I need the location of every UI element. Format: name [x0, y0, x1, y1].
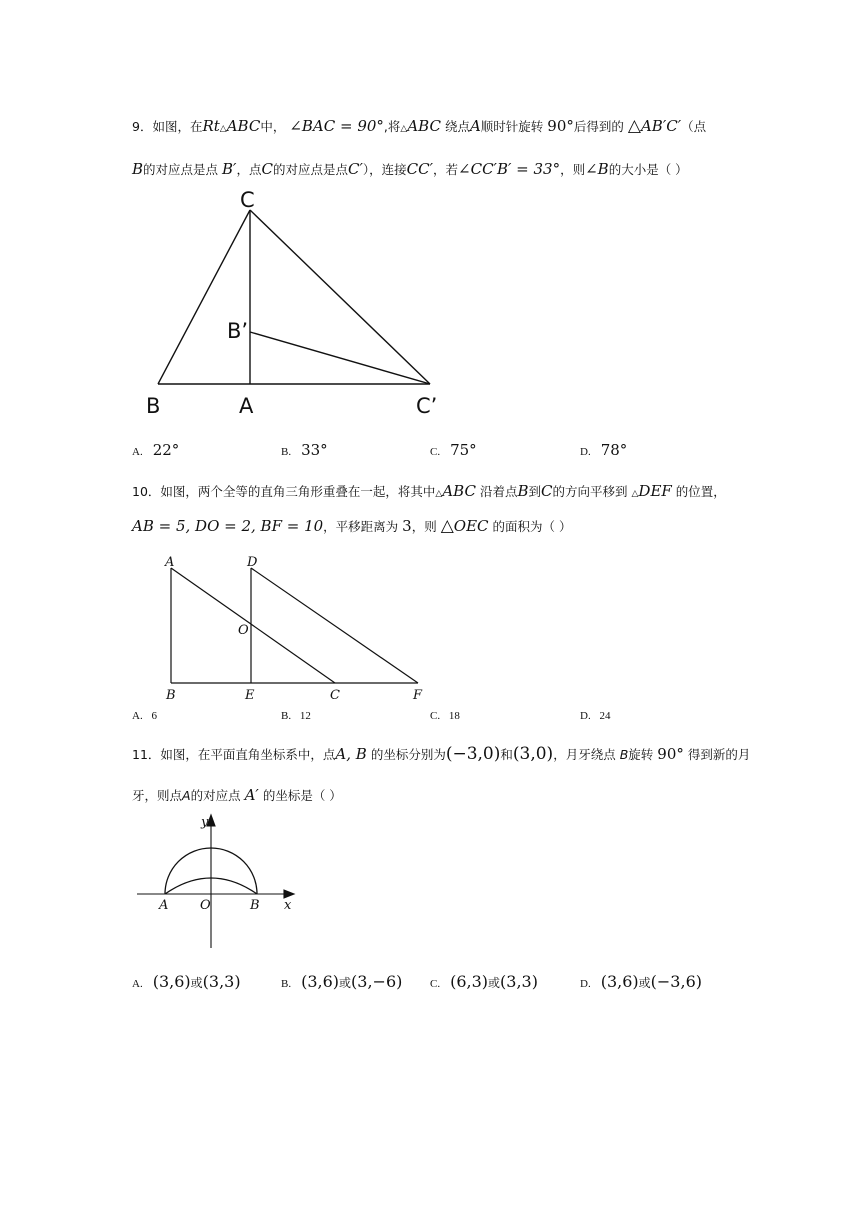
q10-text: 的位置， [675, 484, 726, 499]
q11-text: 得到新的月 [687, 747, 751, 762]
option-value: 12 [299, 710, 311, 722]
q9-math: C [261, 160, 273, 178]
q11-math: B [619, 747, 629, 762]
q10-text: ，则 [411, 519, 437, 534]
q11-option-c[interactable] [430, 972, 538, 991]
q11-option-a[interactable] [132, 972, 241, 991]
q9-text: ，点 [236, 162, 262, 177]
option-value: 33° [301, 441, 328, 459]
q10-math: C [541, 482, 553, 500]
option-key: C. [430, 710, 441, 722]
q9-text: 9．如图，在 [132, 119, 203, 134]
q10-text: 的方向平移到 [552, 484, 628, 499]
q10-text: 10．如图，两个全等的直角三角形重叠在一起，将其中 [132, 484, 436, 499]
q9-math: A [469, 117, 481, 135]
option-key: A. [132, 446, 143, 458]
q11-math: A [182, 788, 191, 803]
q11-math: 90° [657, 745, 684, 763]
q9-label-b: B [146, 394, 161, 418]
option-value: 22° [152, 441, 180, 459]
q10-label-d: D [247, 555, 258, 570]
q11-text: 的坐标是（ ） [262, 788, 342, 803]
option-key: D. [580, 710, 591, 722]
option-or: 或 [190, 976, 203, 990]
q9-text: 的对应点是点 [143, 162, 219, 177]
option-key: B. [281, 710, 292, 722]
q9-text: 顺时针旋转 [480, 119, 544, 134]
q10-label-c: C [330, 688, 340, 703]
option-key: D. [580, 446, 591, 458]
q10-label-e: E [245, 688, 255, 703]
q10-text: 的面积为（ ） [492, 519, 572, 534]
q10-label-b: B [166, 688, 176, 703]
option-value: 24 [599, 710, 611, 722]
triangle-symbol-icon: △ [440, 516, 454, 536]
triangle-symbol-icon: △ [400, 124, 408, 134]
q11-math: A, B [335, 745, 367, 763]
triangle-symbol-icon: △ [627, 116, 641, 136]
option-key: C. [430, 978, 441, 990]
q9-text: ,将 [383, 119, 401, 134]
q10-text: 到 [528, 484, 542, 499]
q9-math: C′ [347, 160, 363, 178]
option-value: 18 [448, 710, 460, 722]
q9-text: 的对应点是点 [272, 162, 348, 177]
q11-label-y: y [201, 815, 209, 830]
q10-math: OEC [453, 517, 489, 535]
q9-math: ∠BAC = 90° [289, 117, 384, 135]
option-key: D. [580, 978, 591, 990]
q10-math: B [517, 482, 529, 500]
q11-option-b[interactable] [281, 972, 402, 991]
option-or: 或 [339, 976, 352, 990]
option-key: A. [132, 978, 143, 990]
q11-label-x: x [284, 898, 292, 913]
q11-x-axis-arrow-icon [284, 890, 294, 898]
option-value: (3,3) [202, 972, 241, 991]
q9-text: 的大小是（ ） [608, 162, 688, 177]
q11-text: 的坐标分别为 [370, 747, 446, 762]
q9-math: 90° [547, 117, 574, 135]
triangle-symbol-icon: △ [435, 489, 443, 499]
q11-text: 牙，则点 [132, 788, 183, 803]
q9-math: CC′ [406, 160, 434, 178]
q9-math: ∠CC′B′ = 33° [458, 160, 561, 178]
q10-math: DEF [638, 482, 672, 500]
q11-option-d[interactable] [580, 972, 702, 991]
triangle-symbol-icon: △ [219, 124, 227, 134]
q11-label-a: A [159, 898, 169, 913]
q10-text: 沿着点 [479, 484, 518, 499]
q11-math: (3,0) [512, 744, 554, 764]
q9-math: ABC [226, 117, 261, 135]
q10-math: ABC [442, 482, 476, 500]
option-value: (3,6) [152, 972, 191, 991]
q11-text: 和 [500, 747, 513, 762]
q9-text: ），连接 [362, 162, 407, 177]
q9-math: ∠B [585, 160, 609, 178]
q10-label-a: A [165, 555, 175, 570]
q9-label-c-prime: C’ [416, 394, 438, 418]
q10-label-f: F [413, 688, 423, 703]
option-value: 78° [600, 441, 628, 459]
q11-text: 旋转 [628, 747, 654, 762]
q11-label-b: B [250, 898, 260, 913]
option-value: (−3,6) [650, 972, 702, 991]
q11-math: A′ [244, 786, 259, 804]
option-key: A. [132, 710, 143, 722]
q9-text: （点 [681, 119, 707, 134]
q11-math: (−3,0) [445, 744, 501, 764]
option-key: B. [281, 446, 292, 458]
option-value: (6,3) [450, 972, 489, 991]
option-value: (3,6) [301, 972, 340, 991]
q9-text: ，若 [433, 162, 459, 177]
q9-math: AB′C′ [640, 117, 682, 135]
q9-math: ABC [407, 117, 441, 135]
q10-text: ，平移距离为 [323, 519, 399, 534]
option-value: (3,3) [500, 972, 538, 991]
q9-text: ，则 [560, 162, 586, 177]
q9-label-c: C [240, 188, 255, 212]
q10-math: 3 [402, 517, 412, 535]
option-value: 6 [151, 710, 157, 722]
option-value: (3,−6) [351, 972, 403, 991]
q10-label-o: O [238, 623, 249, 638]
q10-math: AB = 5, DO = 2, BF = 10 [132, 517, 324, 535]
option-key: C. [430, 446, 441, 458]
option-key: B. [281, 978, 292, 990]
option-or: 或 [488, 976, 501, 990]
q11-text: ，月牙绕点 [553, 747, 616, 762]
q11-label-o: O [200, 898, 211, 913]
option-value: (3,6) [600, 972, 639, 991]
q11-text: 11．如图，在平面直角坐标系中，点 [132, 747, 336, 762]
triangle-symbol-icon: △ [631, 489, 639, 499]
q9-label-b-prime: B’ [227, 319, 249, 343]
q9-text: 中， [260, 119, 286, 134]
q9-math: B [132, 160, 144, 178]
option-value: 75° [450, 441, 477, 459]
q9-text: 绕点 [444, 119, 470, 134]
q9-label-a: A [239, 394, 254, 418]
q9-math: B′ [222, 160, 237, 178]
q9-text: 后得到的 [573, 119, 624, 134]
option-or: 或 [638, 976, 651, 990]
q9-math: Rt [202, 117, 220, 135]
q11-text: 的对应点 [190, 788, 241, 803]
